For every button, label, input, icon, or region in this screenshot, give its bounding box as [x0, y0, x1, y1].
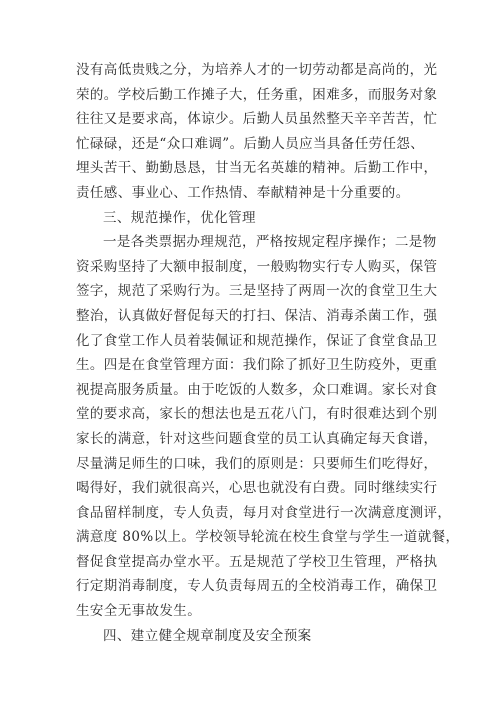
paragraph-line: 家长的满意，针对这些问题食堂的员工认真确定每天食谱， — [76, 430, 438, 447]
paragraph-line: 往往又是要求高，体谅少。后勤人员虽然整天辛辛苦苦，忙 — [76, 111, 438, 128]
paragraph-line: 行定期消毒制度，专人负责每周五的全校消毒工作，确保卫 — [76, 578, 438, 595]
section-heading-4: 四、建立健全规章制度及安全预案 — [103, 627, 312, 644]
paragraph-line: 荣的。学校后勤工作摊子大，任务重，困难多，而服务对象 — [76, 86, 438, 103]
paragraph-line: 忙碌碌，还是“众口难调”。后勤人员应当具备任劳任怨、 — [76, 135, 425, 152]
paragraph-line: 埋头苦干、勤勤恳恳，甘当无名英雄的精神。后勤工作中， — [76, 160, 438, 177]
paragraph-line: 签字，规范了采购行为。三是坚持了两周一次的食堂卫生大 — [76, 283, 438, 300]
paragraph-line: 满意度 80%以上。学校领导轮流在校生食堂与学生一道就餐， — [76, 529, 460, 546]
section-heading-3: 三、规范操作，优化管理 — [103, 209, 256, 226]
paragraph-line: 整治，认真做好督促每天的打扫、保洁、消毒杀菌工作，强 — [76, 307, 438, 324]
paragraph-line: 视提高服务质量。由于吃饭的人数多，众口难调。家长对食 — [76, 381, 438, 398]
paragraph-line: 尽量满足师生的口味，我们的原则是：只要师生们吃得好， — [76, 455, 438, 472]
paragraph-line: 生安全无事故发生。 — [76, 603, 202, 620]
paragraph-line: 食品留样制度，专人负责，每月对食堂进行一次满意度测评， — [76, 504, 452, 521]
document-body — [76, 58, 460, 648]
paragraph-line: 堂的要求高，家长的想法也是五花八门，有时很难达到个别 — [76, 406, 438, 423]
paragraph-line: 责任感、事业心、工作热情、奉献精神是十分重要的。 — [76, 184, 410, 201]
paragraph-line: 没有高低贵贱之分，为培养人才的一切劳动都是高尚的，光 — [76, 62, 438, 78]
paragraph-line: 化了食堂工作人员着装佩证和规范操作，保证了食堂食品卫 — [76, 332, 438, 349]
paragraph-line: 资采购坚持了大额申报制度，一般购物实行专人购买，保管 — [76, 258, 438, 275]
paragraph-line: 喝得好，我们就很高兴，心思也就没有白费。同时继续实行 — [76, 480, 438, 497]
paragraph-line: 一是各类票据办理规范，严格按规定程序操作；二是物 — [103, 234, 437, 251]
paragraph-line: 生。四是在食堂管理方面：我们除了抓好卫生防疫外，更重 — [76, 357, 438, 374]
paragraph-line: 督促食堂提高办堂水平。五是规范了学校卫生管理，严格执 — [76, 553, 438, 570]
